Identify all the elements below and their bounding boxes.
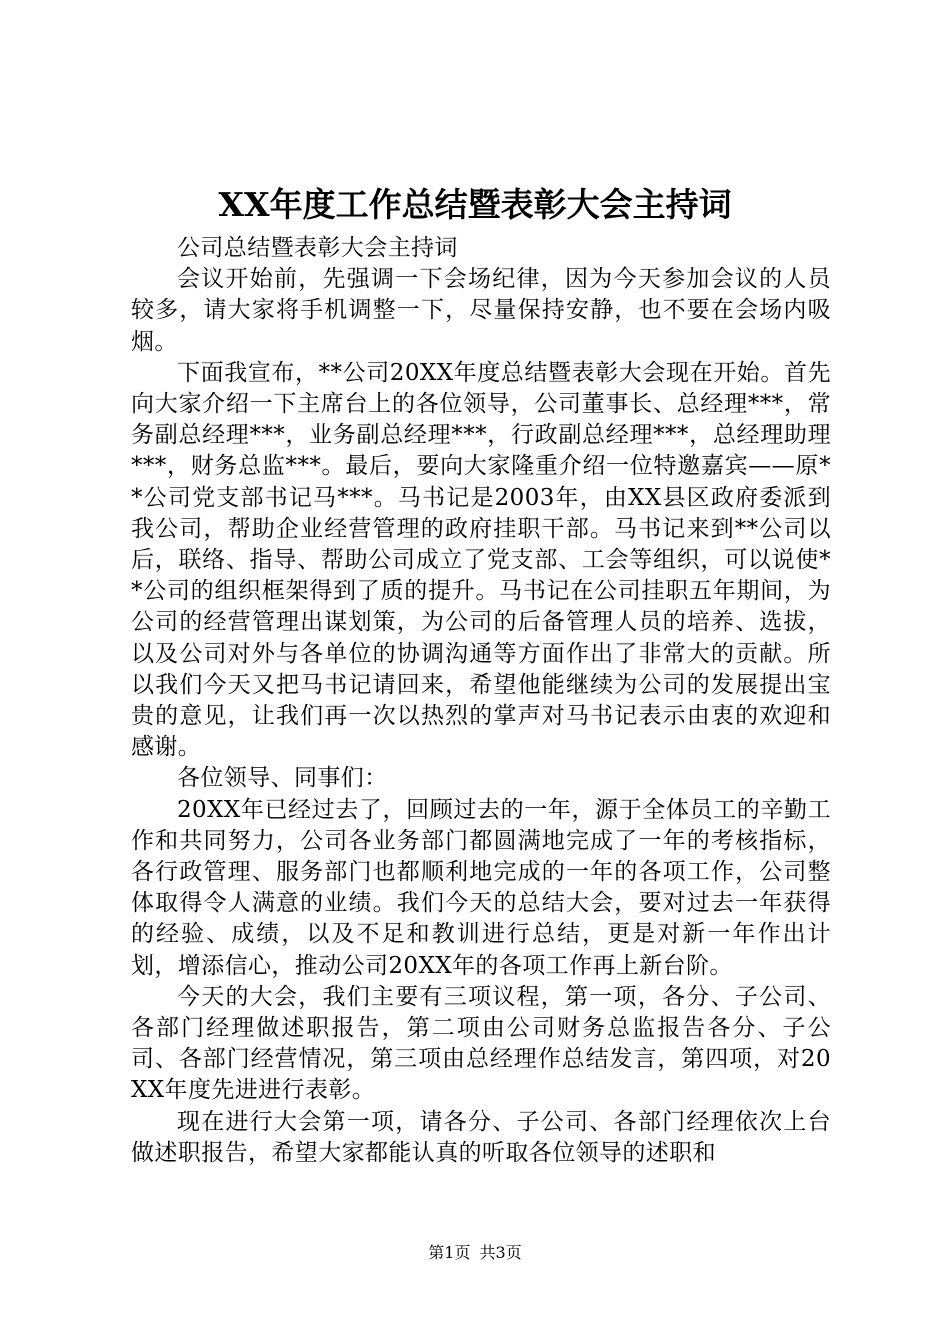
paragraph-opening-announcement: 下面我宣布，**公司20XX年度总结暨表彰大会现在开始。首先向大家介绍一下主席台上的各位领导，公司董事长、总经理***，常务副总经理***，业务副总经理***，行政副总经理***，总经理助理***，财务总监***。最后，要向大家隆重介绍一位特邀嘉宾——原**公司党支部书记马***。马书记是2003年，由XX县区政府委派到我公司，帮助企业经营管理的政府挂职干部。马书记来到**公司以后，联络、指导、帮助公司成立了党支部、工会等组织，可以说使**公司的组织框架得到了质的提升。马书记在公司挂职五年期间，为公司的经营管理出谋划策，为公司的后备管理人员的培养、选拔，以及公司对外与各单位的协调沟通等方面作出了非常大的贡献。所以我们今天又把马书记请回来，希望他能继续为公司的发展提出宝贵的意见，让我们再一次以热烈的掌声对马书记表示由衷的欢迎和感谢。: [131, 359, 831, 761]
page-number: 第1页: [428, 1243, 471, 1262]
document-body: [131, 233, 831, 1169]
paragraph-year-review: 20XX年已经过去了，回顾过去的一年，源于全体员工的辛勤工作和共同努力，公司各业务部门都圆满地完成了一年的考核指标，各行政管理、服务部门也都顺利地完成的一年的各项工作，公司整体取得令人满意的业绩。我们今天的总结大会，要对过去一年获得的经验、成绩，以及不足和教训进行总结，更是对新一年作出计划，增添信心，推动公司20XX年的各项工作再上新台阶。: [131, 796, 831, 979]
paragraph-subtitle: 公司总结暨表彰大会主持词: [177, 235, 458, 261]
page-footer: [0, 1242, 950, 1264]
paragraph-first-item: 现在进行大会第一项，请各分、子公司、各部门经理依次上台做述职报告，希望大家都能认真的听取各位领导的述职和: [131, 1108, 831, 1166]
document-title: XX年度工作总结暨表彰大会主持词: [218, 185, 732, 224]
paragraph-agenda: 今天的大会，我们主要有三项议程，第一项，各分、子公司、各部门经理做述职报告，第二项由公司财务总监报告各分、子公司、各部门经营情况，第三项由总经理作总结发言，第四项，对20XX年度先进进行表彰。: [131, 983, 831, 1104]
paragraph-salutation: 各位领导、同事们：: [177, 765, 388, 792]
paragraph-meeting-rules: 会议开始前，先强调一下会场纪律，因为今天参加会议的人员较多，请大家将手机调整一下，尽量保持安静，也不要在会场内吸烟。: [131, 266, 831, 355]
page-total: 共3页: [479, 1243, 522, 1262]
